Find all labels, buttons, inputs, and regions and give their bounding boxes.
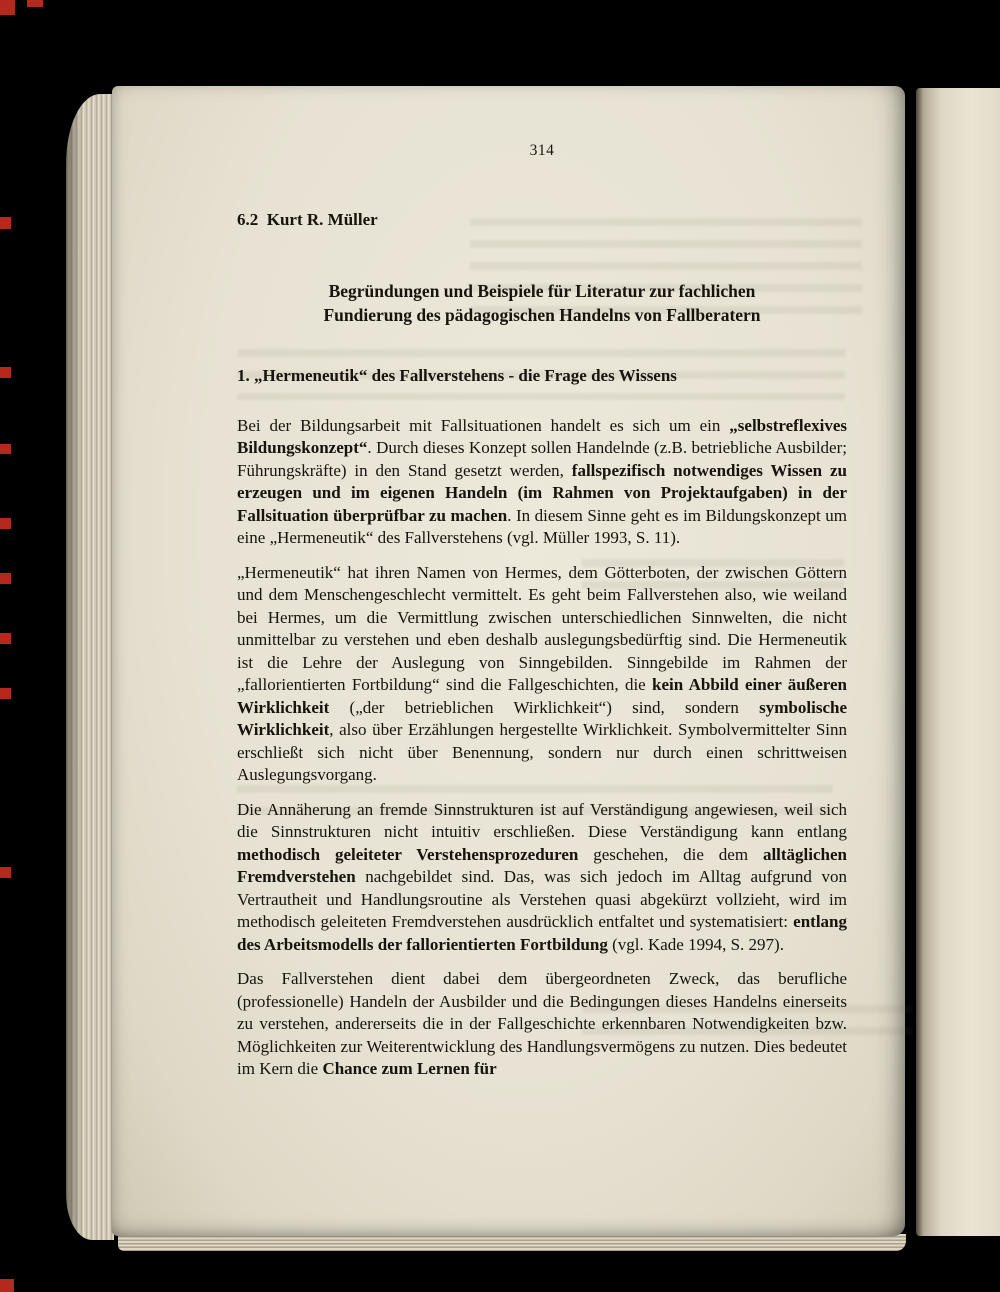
red-edge-mark — [0, 633, 11, 644]
chapter-title-line-1: Begründungen und Beispiele für Literatur zur fachlichen — [328, 281, 756, 301]
red-edge-mark — [0, 518, 11, 529]
red-edge-mark — [0, 867, 11, 878]
page-number: 314 — [529, 142, 555, 159]
paragraph-2: „Hermeneutik“ hat ihren Namen von Hermes, dem Götterboten, der zwischen Göttern und dem Menschengeschlecht vermittelt. Es geht beim Fallverstehen also, wie weiland bei Hermes, um die Vermittlung zwischen unterschiedlichen Sinnwelten, die nicht unmittelbar zu verstehen und eben deshalb auslegungsbedürftig sind. Die Hermeneutik ist die Lehre der Auslegung von Sinngebilden. Sinngebilde im Rahmen der „fallorientierten Fortbildung“ sind die Fallgeschichten, die kein Abbild einer äußeren Wirklichkeit („der betrieblichen Wirklichkeit“) sind, sondern symbolische Wirklichkeit, also über Erzählungen hergestellte Wirklichkeit. Symbolvermittelter Sinn erschließt sich nicht über Benennung, sondern nur durch einen schrittweisen Auslegungsvorgang. — [237, 562, 847, 784]
page-stack-bottom-edge — [118, 1234, 906, 1251]
book-page — [112, 86, 905, 1236]
red-edge-mark — [0, 688, 11, 699]
red-edge-mark — [27, 0, 43, 7]
paragraph-1: Bei der Bildungsarbeit mit Fallsituationen handelt es sich um ein „selbstreflexives Bildungskonzept“. Durch dieses Konzept sollen Handelnde (z.B. betriebliche Ausbilder; Führungskräfte) in den Stand gesetzt werden, fallspezifisch notwendiges Wissen zu erzeugen und im eigenen Handeln (im Rahmen von Projektaufgaben) in der Fallsituation überprüfbar zu machen. In diesem Sinne geht es im Bildungskonzept um eine „Hermeneutik“ des Fallverstehens (vgl. Müller 1993, S. 11). — [237, 415, 848, 547]
facing-page-sliver — [916, 88, 1000, 1236]
red-edge-mark — [0, 573, 11, 584]
chapter-title-line-2: Fundierung des pädagogischen Handelns von Fallberatern — [323, 305, 761, 325]
red-edge-mark — [0, 1279, 14, 1292]
red-edge-mark — [0, 367, 11, 378]
chapter-title — [237, 279, 847, 327]
author-heading: 6.2 Kurt R. Müller — [237, 209, 378, 229]
page-text-column — [237, 140, 847, 1093]
page-stack-left-edge — [66, 94, 114, 1240]
red-edge-mark — [0, 0, 15, 15]
red-edge-mark — [0, 217, 11, 229]
paragraph-3: Die Annäherung an fremde Sinnstrukturen ist auf Verständigung angewiesen, weil sich die Sinnstrukturen nicht intuitiv erschließen. Diese Verständigung kann entlang methodisch geleiteter Verstehensprozeduren geschehen, die dem alltäglichen Fremdverstehen nachgebildet sind. Das, was sich jedoch im Alltag aufgrund von Vertrautheit und Handlungsroutine als Verstehen quasi abgekürzt vollzieht, wird im methodisch geleiteten Fremdverstehen ausdrücklich entfaltet und systematisiert: entlang des Arbeitsmodells der fallorientierten Fortbildung (vgl. Kade 1994, S. 297). — [237, 799, 847, 954]
paragraph-4: Das Fallverstehen dient dabei dem übergeordneten Zweck, das berufliche (professionelle) Handeln der Ausbilder und die Bedingungen dieses Handelns einerseits zu verstehen, andererseits die in der Fallgeschichte erkennbaren Notwendigkeiten bzw. Möglichkeiten zur Weiterentwicklung des Handlungsvermögens zu nutzen. Dies bedeutet im Kern die Chance zum Lernen für — [237, 969, 847, 1078]
section-heading: 1. „Hermeneutik“ des Fallverstehens - die Frage des Wissens — [237, 366, 677, 385]
red-edge-mark — [0, 444, 11, 454]
